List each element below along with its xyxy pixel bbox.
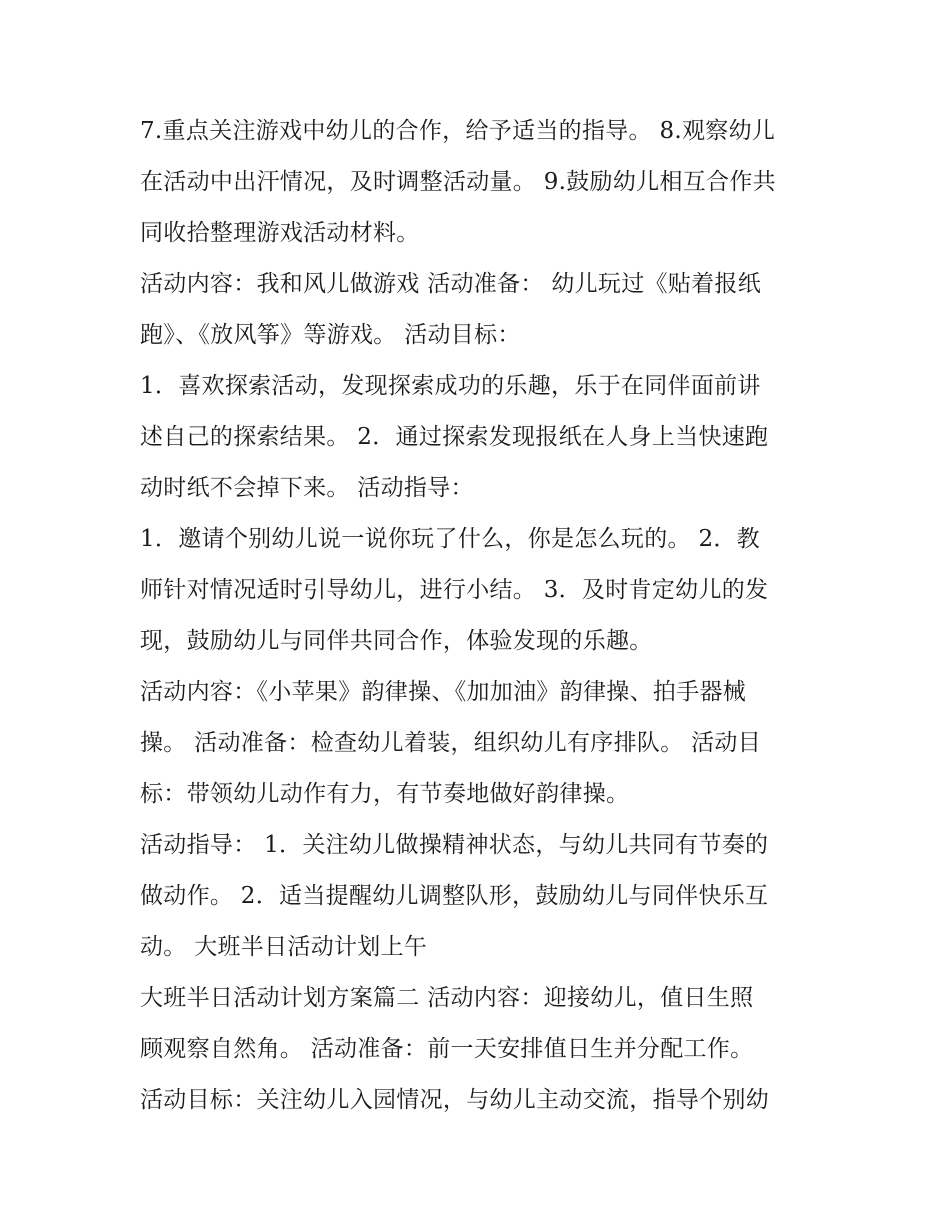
text-line-4: 活动内容：我和风儿做游戏 活动准备： 幼儿玩过《贴着报纸: [140, 271, 762, 297]
text-line-1: 7.重点关注游戏中幼儿的合作，给予适当的指导。 8.观察幼儿: [140, 118, 776, 144]
text-line-10: 师针对情况适时引导幼儿，进行小结。 3．及时肯定幼儿的发: [140, 577, 769, 603]
text-line-13: 操。 活动准备：检查幼儿着装，组织幼儿有序排队。 活动目: [140, 730, 762, 756]
text-line-6: 1．喜欢探索活动，发现探索成功的乐趣，乐于在同伴面前讲: [140, 373, 761, 399]
text-line-15: 活动指导： 1．关注幼儿做操精神状态，与幼儿共同有节奏的: [140, 832, 769, 858]
text-line-7: 述自己的探索结果。 2．通过探索发现报纸在人身上当快速跑: [140, 424, 769, 450]
text-line-20: 活动目标：关注幼儿入园情况，与幼儿主动交流，指导个别幼: [140, 1087, 770, 1113]
text-line-9: 1．邀请个别幼儿说一说你玩了什么，你是怎么玩的。 2．教: [140, 526, 760, 552]
text-line-18: 大班半日活动计划方案篇二 活动内容：迎接幼儿，值日生照: [140, 985, 754, 1011]
text-line-16: 做动作。 2．适当提醒幼儿调整队形，鼓励幼儿与同伴快乐互: [140, 883, 769, 909]
text-line-3: 同收拾整理游戏活动材料。: [140, 220, 420, 246]
text-line-5: 跑》、《放风筝》等游戏。 活动目标：: [140, 322, 521, 348]
text-line-2: 在活动中出汗情况，及时调整活动量。 9.鼓励幼儿相互合作共: [140, 169, 776, 195]
text-line-19: 顾观察自然角。 活动准备：前一天安排值日生并分配工作。: [140, 1036, 754, 1062]
text-line-17: 动。 大班半日活动计划上午: [140, 934, 428, 960]
text-line-8: 动时纸不会掉下来。 活动指导：: [140, 475, 474, 501]
document-body: [140, 106, 820, 1126]
text-line-11: 现，鼓励幼儿与同伴共同合作，体验发现的乐趣。: [140, 628, 653, 654]
text-line-12: 活动内容：《小苹果》韵律操、《加加油》韵律操、拍手器械: [140, 679, 747, 705]
text-line-14: 标：带领幼儿动作有力，有节奏地做好韵律操。: [140, 781, 630, 807]
